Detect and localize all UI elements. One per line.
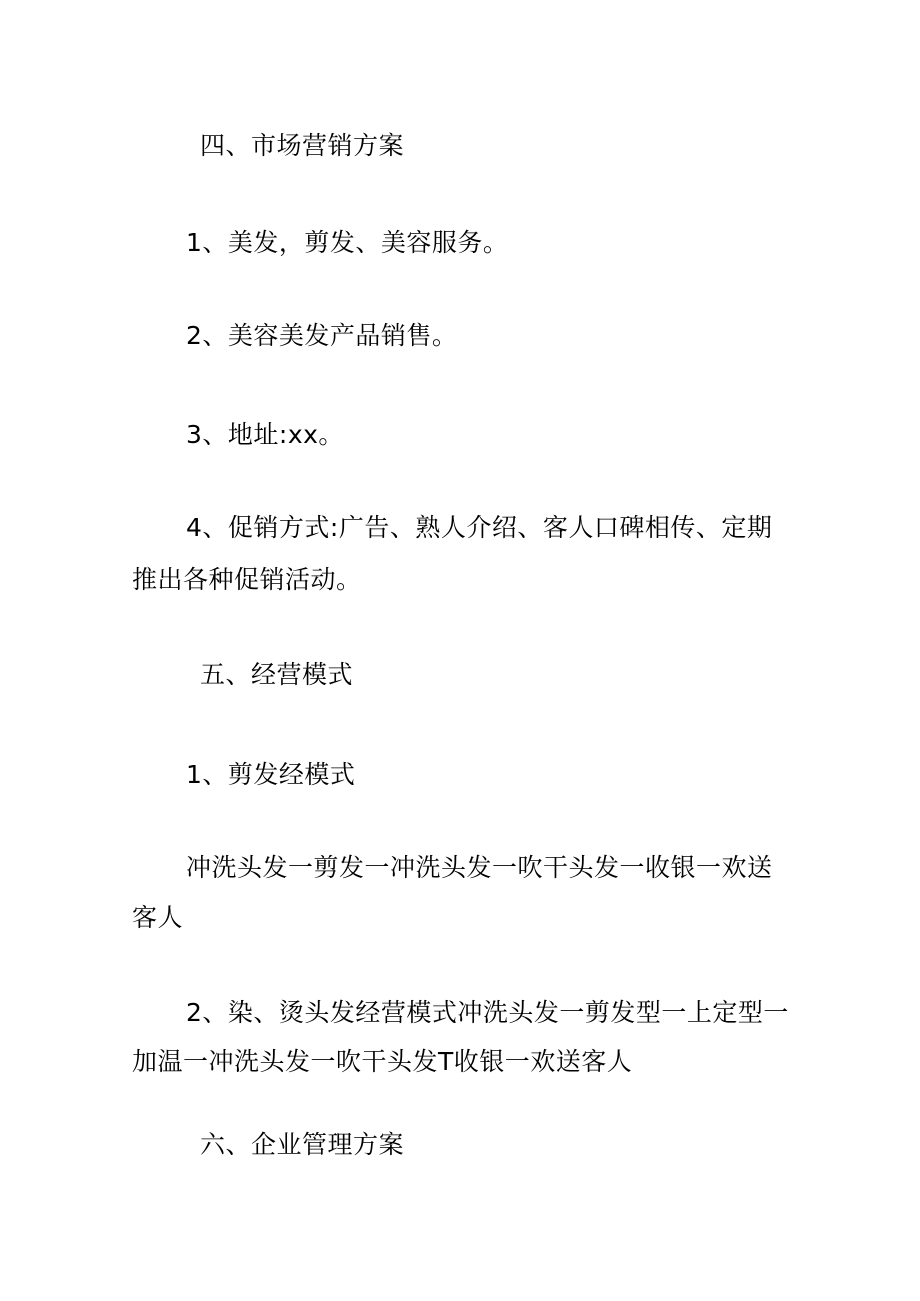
haircut-flow-line2: 客人: [132, 903, 184, 932]
marketing-item-promotion-line2: 推出各种促销活动。: [132, 565, 362, 594]
section-heading-marketing: 四、市场营销方案: [200, 131, 405, 160]
marketing-item-products: 2、美容美发产品销售。: [186, 321, 458, 350]
section-heading-business-model: 五、经营模式: [200, 660, 354, 689]
marketing-item-services: 1、美发，剪发、美容服务。: [186, 228, 509, 257]
marketing-item-promotion-line1: 4、促销方式:广告、熟人介绍、客人口碑相传、定期: [186, 513, 773, 542]
haircut-flow-line1: 冲洗头发一剪发一冲洗头发一吹干头发一收银一欢送: [186, 853, 773, 882]
section-heading-management: 六、企业管理方案: [200, 1130, 405, 1159]
business-model-item-dye-perm-line1: 2、染、烫头发经营模式冲洗头发一剪发型一上定型一: [186, 998, 789, 1027]
marketing-item-address: 3、地址:xx。: [186, 420, 344, 449]
business-model-item-haircut: 1、剪发经模式: [186, 760, 356, 789]
business-model-item-dye-perm-line2: 加温一冲洗头发一吹干头发T收银一欢送客人: [132, 1047, 633, 1076]
